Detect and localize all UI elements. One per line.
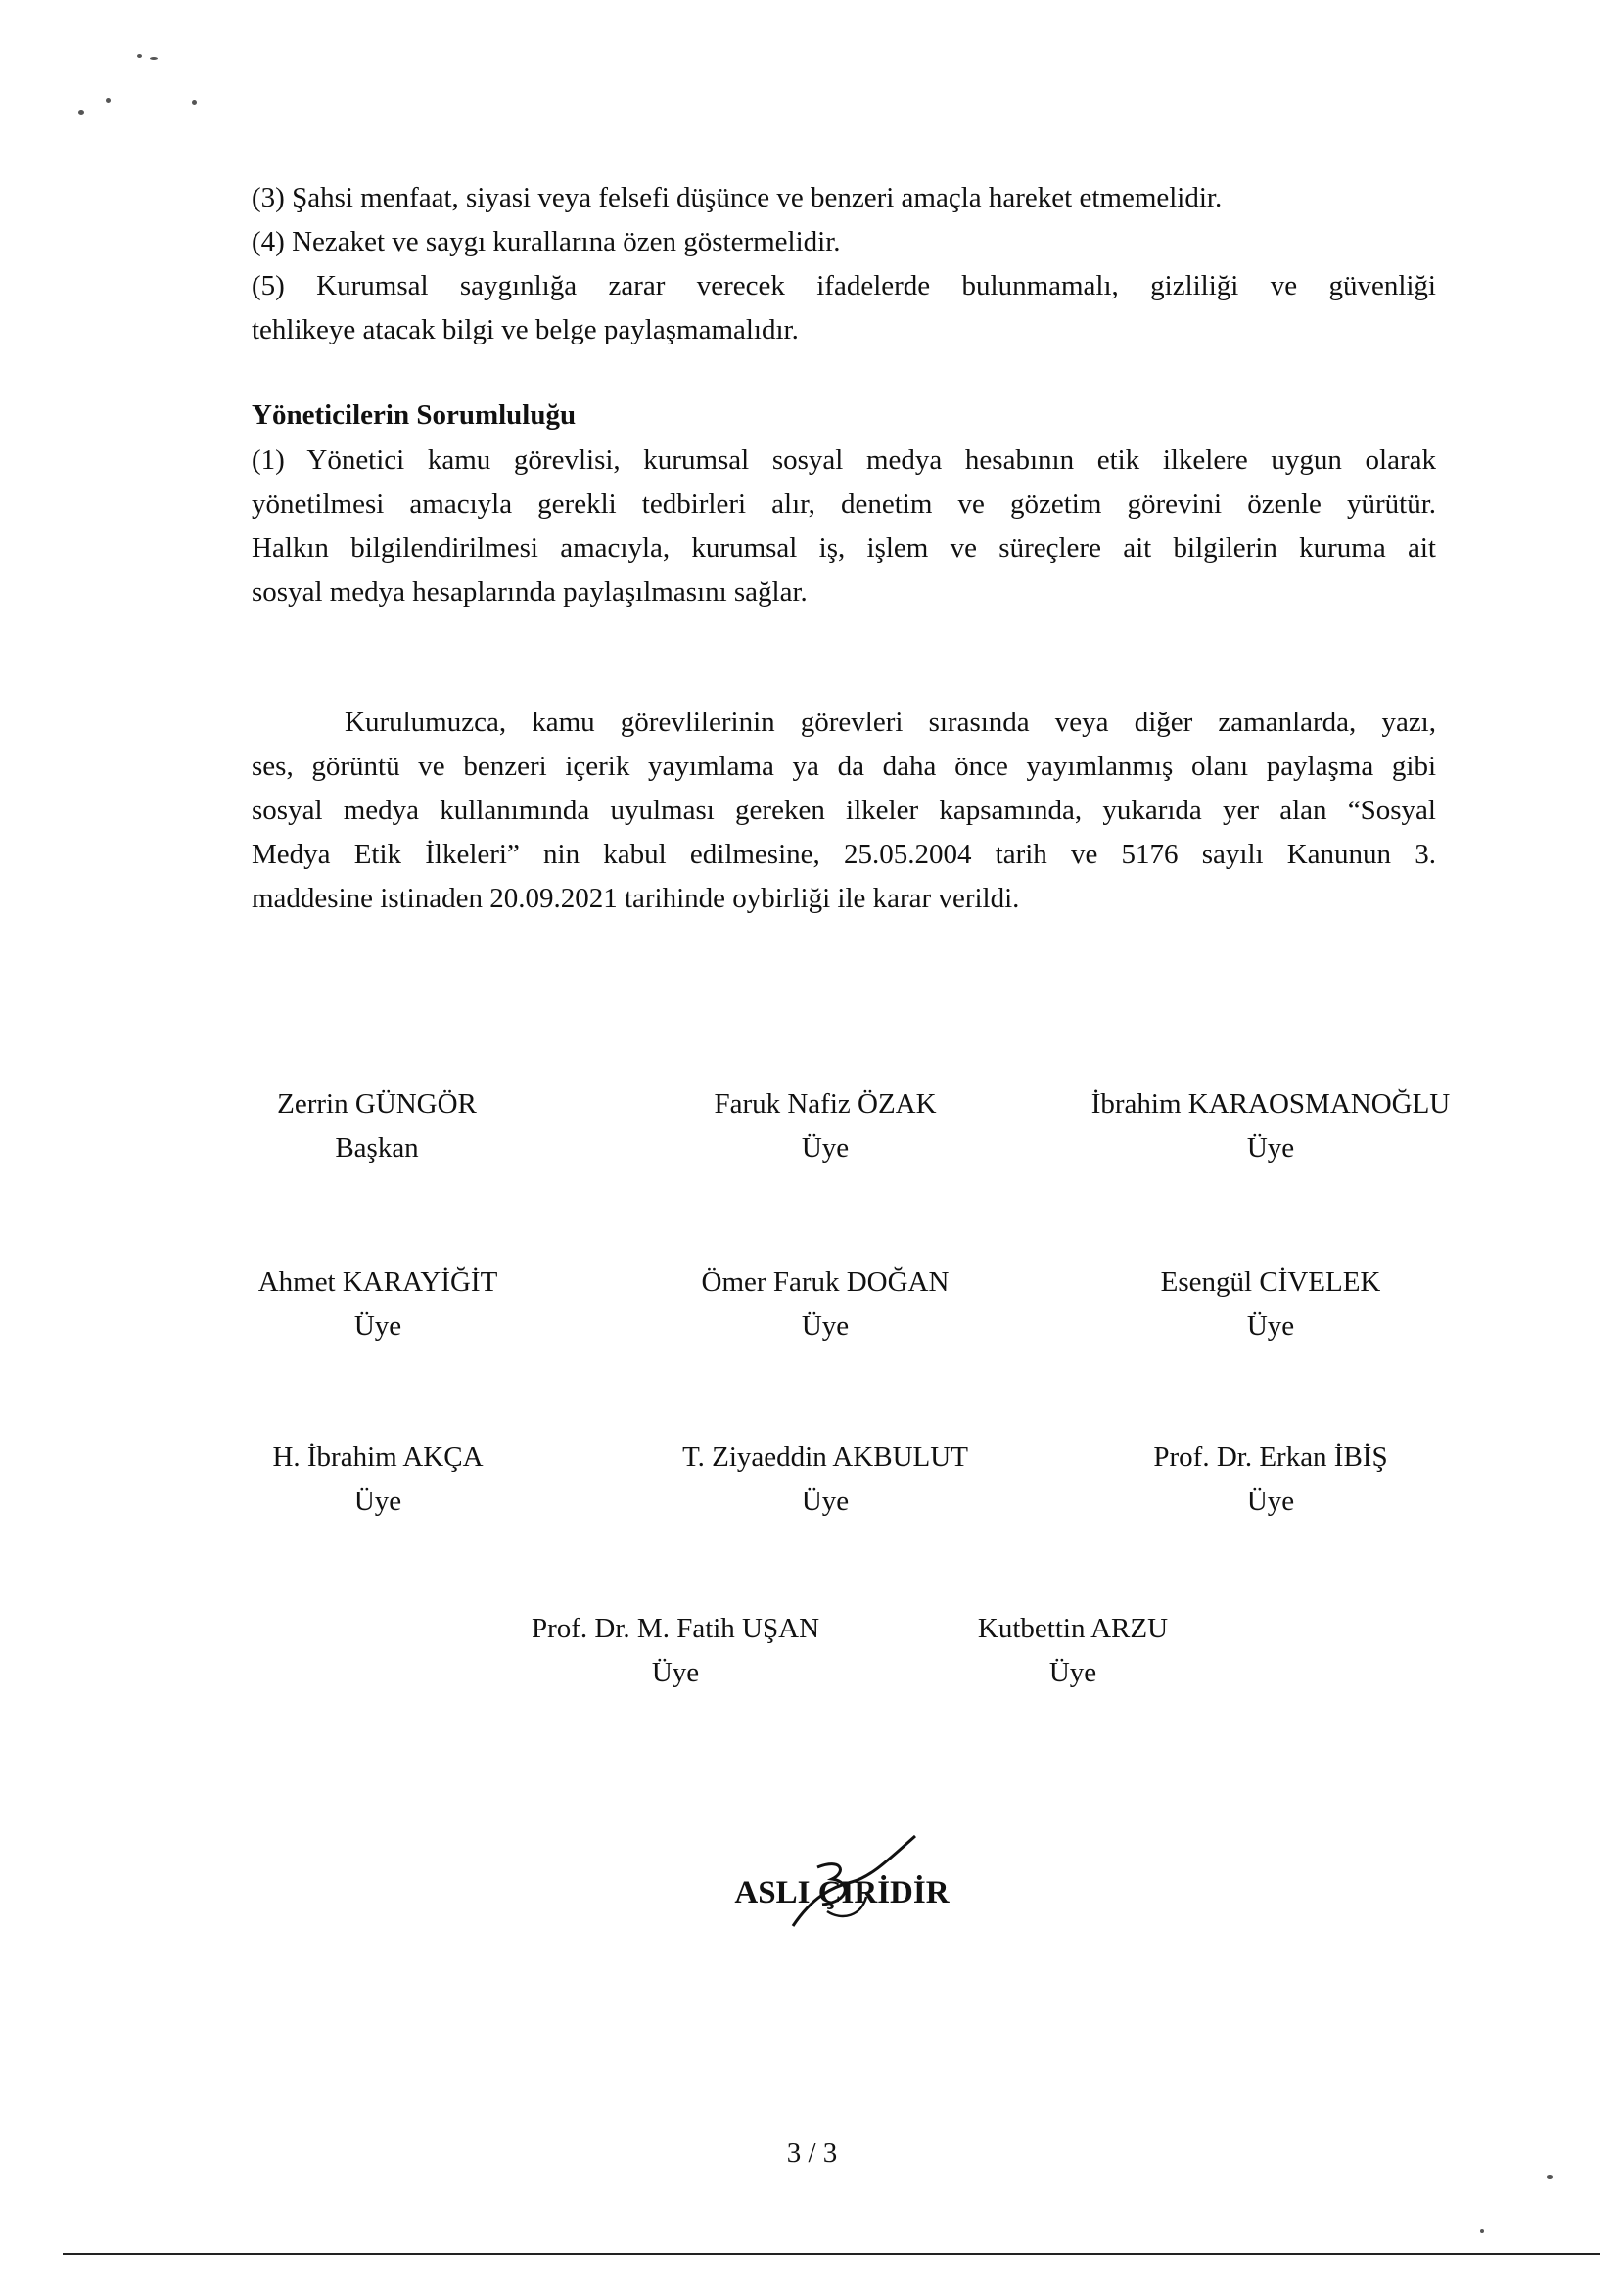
signatory-role: Üye	[1048, 1657, 1097, 1688]
rules-block	[252, 176, 1436, 352]
signatory-name: Ömer Faruk DOĞAN	[701, 1266, 950, 1298]
signatory-role: Üye	[801, 1310, 850, 1342]
signatory	[1055, 1261, 1486, 1349]
section-line-3: Halkın bilgilendirilmesi amacıyla, kurumsal iş, işlem ve süreçlere ait bilgilerin kuruma ait	[252, 532, 1436, 564]
scan-speck	[137, 54, 142, 58]
section-heading: Yöneticilerin Sorumluluğu	[252, 399, 577, 431]
handwritten-signature	[773, 1828, 930, 1946]
signatory	[162, 1082, 592, 1171]
decision-line-1: Kurulumuzca, kamu görevlilerinin görevleri sırasında veya diğer zamanlarda, yazı,	[345, 707, 1436, 738]
decision-line-5: maddesine istinaden 20.09.2021 tarihinde oybirliği ile karar verildi.	[252, 883, 1020, 914]
scan-speck	[106, 98, 111, 103]
section-line-1: (1) Yönetici kamu görevlisi, kurumsal sosyal medya hesabının etik ilkelere uygun olarak	[252, 444, 1436, 476]
signatory	[162, 1261, 593, 1349]
scan-speck	[192, 100, 197, 105]
signatory	[1055, 1436, 1486, 1524]
scan-speck	[1547, 2175, 1553, 2179]
signatory-name: Ahmet KARAYİĞİT	[257, 1266, 498, 1298]
signatory-role: Üye	[1246, 1132, 1295, 1164]
scan-speck	[1480, 2229, 1484, 2233]
signatory-name: İbrahim KARAOSMANOĞLU	[1090, 1088, 1451, 1120]
section-paragraph	[252, 438, 1436, 615]
signatory-role: Üye	[1246, 1310, 1295, 1342]
signatory-role: Üye	[353, 1486, 402, 1517]
section-line-4: sosyal medya hesaplarında paylaşılmasını sağlar.	[252, 576, 808, 608]
decision-line-2: ses, görüntü ve benzeri içerik yayımlama ya da daha önce yayımlanmış olanı paylaşma gibi	[252, 751, 1436, 782]
signatory	[858, 1607, 1288, 1695]
decision-line-4: Medya Etik İlkeleri” nin kabul edilmesine, 25.05.2004 tarih ve 5176 sayılı Kanunun 3.	[252, 839, 1436, 870]
rule-item-4: (4) Nezaket ve saygı kurallarına özen göstermelidir.	[252, 226, 841, 257]
signatory	[610, 1261, 1041, 1349]
rule-item-5-line-1: (5) Kurumsal saygınlığa zarar verecek ifadelerde bulunmamalı, gizliliği ve güvenliği	[252, 270, 1436, 301]
scan-speck	[150, 57, 158, 60]
signatory	[1055, 1082, 1486, 1171]
signatory-role: Üye	[1246, 1486, 1295, 1517]
signatory	[162, 1436, 593, 1524]
signatory-role: Üye	[353, 1310, 402, 1342]
signatory-name: Kutbettin ARZU	[977, 1613, 1169, 1644]
signatory-name: Esengül CİVELEK	[1160, 1266, 1381, 1298]
signatory-name: Prof. Dr. Erkan İBİŞ	[1153, 1442, 1388, 1473]
clerk-name: ASLI ÇIRİDİR	[734, 1875, 950, 1910]
signatory-name: H. İbrahim AKÇA	[272, 1442, 484, 1473]
signatory-role: Üye	[651, 1657, 700, 1688]
section-line-2: yönetilmesi amacıyla gerekli tedbirleri alır, denetim ve gözetim görevini özenle yürütür.	[252, 488, 1436, 520]
signatory-name: T. Ziyaeddin AKBULUT	[682, 1442, 968, 1473]
signatory	[610, 1082, 1041, 1171]
signatory-role: Üye	[801, 1486, 850, 1517]
signatory	[610, 1436, 1041, 1524]
page-number: 3 / 3	[786, 2137, 838, 2169]
decision-paragraph	[252, 701, 1436, 921]
signatory-role: Üye	[801, 1132, 850, 1164]
decision-line-3: sosyal medya kullanımında uyulması gereken ilkeler kapsamında, yukarıda yer alan “Sosyal	[252, 795, 1436, 826]
signatory-name: Faruk Nafiz ÖZAK	[714, 1088, 937, 1120]
signatory-role: Başkan	[335, 1132, 419, 1164]
signatory	[460, 1607, 891, 1695]
scan-speck	[78, 110, 84, 115]
rule-item-3: (3) Şahsi menfaat, siyasi veya felsefi düşünce ve benzeri amaçla hareket etmemelidir.	[252, 182, 1223, 213]
footer-rule	[63, 2253, 1600, 2255]
rule-item-5-line-2: tehlikeye atacak bilgi ve belge paylaşmamalıdır.	[252, 314, 799, 345]
signatory-name: Zerrin GÜNGÖR	[277, 1088, 477, 1120]
signatory-name: Prof. Dr. M. Fatih UŞAN	[531, 1613, 820, 1644]
